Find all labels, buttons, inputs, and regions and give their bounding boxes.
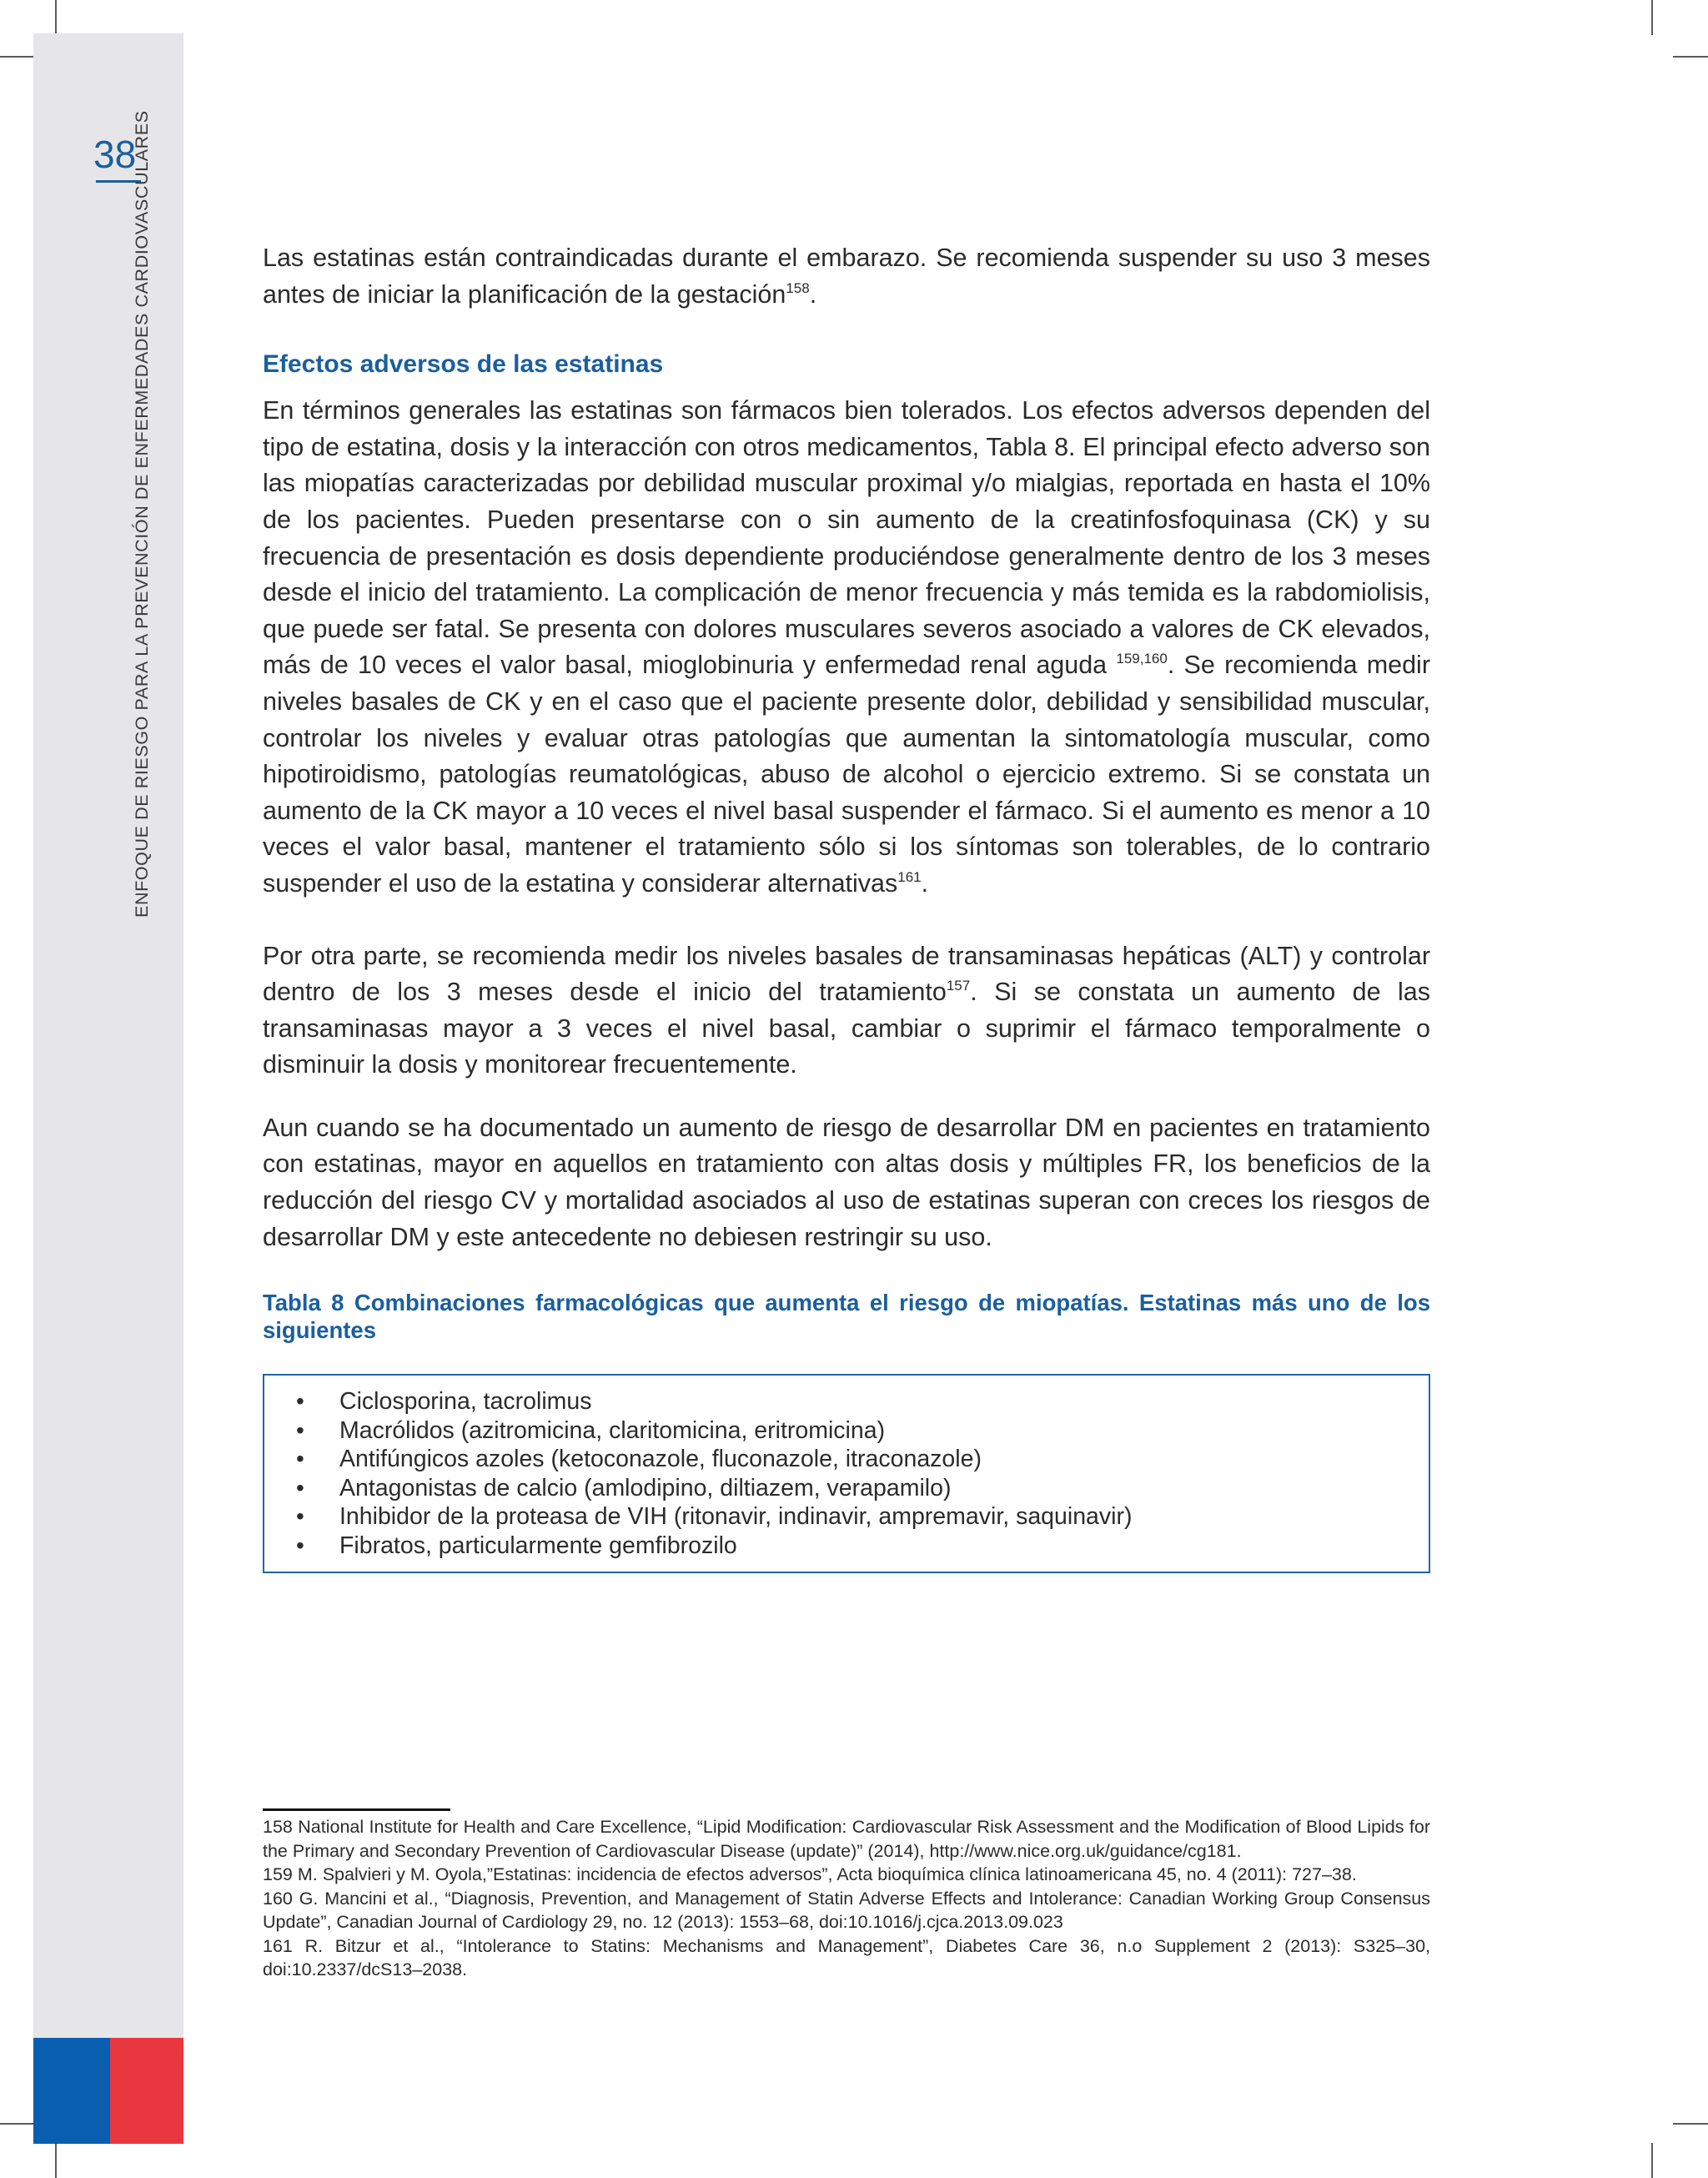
list-item: • Inhibidor de la proteasa de VIH (ritonavir, indinavir, ampremavir, saquinavir) bbox=[296, 1503, 1133, 1531]
running-head: ENFOQUE DE RIESGO PARA LA PREVENCIÓN DE ENFERMEDADES CARDIOVASCULARES bbox=[132, 110, 152, 918]
footnote-ref: 157 bbox=[946, 978, 971, 994]
list-item: • Fibratos, particularmente gemfibrozilo bbox=[296, 1532, 737, 1559]
crop-mark bbox=[0, 56, 35, 58]
page-sidebar bbox=[33, 33, 183, 2144]
paragraph-adverse-effects: En términos generales las estatinas son fármacos bien tolerados. Los efectos adversos dependen del tipo de estatina, dosis y la interacción con otros medicamentos, Tabla 8. El principal efecto adverso son las miopatías caracterizadas por debilidad muscular proximal y/o mialgias, reportada en hasta el 10% de los pacientes. Pueden presentarse con o sin aumento de la creatinfosfoquinasa (CK) y su frecuencia de presentación es dosis dependiente produciéndose generalmente dentro de los 3 meses desde el inicio del tratamiento. La complicación de menor frecuencia y más temida es la rabdomiolisis, que puede ser fatal. Se presenta con dolores musculares severos asociado a valores de CK elevados, más de 10 veces el valor basal, mioglobinuria y enfermedad renal aguda $^{159,160}$. Se recomienda medir niveles basales de CK y en el caso que el paciente presente dolor, debilidad y sensibilidad muscular, controlar los niveles y evaluar otras patologías que aumentan la sintomatología muscular, como hipotiroidismo, patologías reumatológicas, abuso de alcohol o ejercicio extremo. Si se constata un aumento de la CK mayor a 10 veces el nivel basal suspender el fármaco. Si el aumento es menor a 10 veces el valor basal, mantener el tratamiento sólo si los síntomas son tolerables, de lo contrario suspender el uso de la estatina y considerar alternativas$^{161}$. bbox=[263, 396, 1430, 898]
crop-mark bbox=[55, 0, 57, 35]
page-number: 38 bbox=[93, 133, 137, 176]
list-item: • Macrólidos (azitromicina, claritomicina, eritromicina) bbox=[296, 1416, 886, 1444]
crop-mark bbox=[1673, 2123, 1708, 2125]
footnote-159: 159 M. Spalvieri y M. Oyola,”Estatinas: incidencia de efectos adversos”, Acta bioquímica clínica latinoamericana 45, no. 4 (2011): 727–38. bbox=[263, 1864, 1357, 1884]
flag-red-block bbox=[110, 2038, 183, 2144]
footnote-separator bbox=[263, 1808, 450, 1811]
list-item: • Ciclosporina, tacrolimus bbox=[296, 1388, 592, 1416]
crop-mark bbox=[55, 2143, 57, 2178]
bullet-icon: • bbox=[296, 1532, 304, 1558]
table-title: Tabla 8 Combinaciones farmacológicas que aumenta el riesgo de miopatías. Estatinas más uno de los siguientes bbox=[263, 1290, 1430, 1344]
crop-mark bbox=[1651, 2143, 1653, 2178]
flag-blue-block bbox=[33, 2038, 110, 2144]
footnote-158: 158 National Institute for Health and Care Excellence, “Lipid Modification: Cardiovascular Risk Assessment and the Modification of Blood Lipids for the Primary and Secondary Prevention of Cardiovascular Disease (update)” (2014), http://www.nice.org.uk/guidance/cg181. bbox=[263, 1817, 1430, 1861]
footnotes bbox=[263, 1815, 1430, 1982]
bullet-icon: • bbox=[296, 1416, 304, 1443]
crop-mark bbox=[1673, 56, 1708, 58]
list-item: • Antifúngicos azoles (ketoconazole, fluconazole, itraconazole) bbox=[296, 1446, 982, 1473]
drug-list bbox=[281, 1387, 1412, 1560]
crop-mark bbox=[1651, 0, 1653, 35]
list-item: • Antagonistas de calcio (amlodipino, diltiazem, verapamilo) bbox=[296, 1474, 952, 1501]
bullet-icon: • bbox=[296, 1474, 304, 1501]
table-8-box bbox=[263, 1374, 1430, 1573]
bullet-icon: • bbox=[296, 1446, 304, 1472]
bullet-icon: • bbox=[296, 1388, 304, 1415]
paragraph-diabetes: Aun cuando se ha documentado un aumento de riesgo de desarrollar DM en pacientes en tratamiento con estatinas, mayor en aquellos en tratamiento con altas dosis y múltiples FR, los beneficios de la reducción del riesgo CV y mortalidad asociados al uso de estatinas superan con creces los riesgos de desarrollar DM y este antecedente no debiesen restringir su uso. bbox=[263, 1113, 1430, 1251]
footnote-160: 160 G. Mancini et al., “Diagnosis, Prevention, and Management of Statin Adverse Effects and Intolerance: Canadian Working Group Consensus Update”, Canadian Journal of Cardiology 29, no. 12 (2013): 1553–68, doi:10.1016/j.cjca.2013.09.023 bbox=[263, 1888, 1430, 1932]
main-content bbox=[263, 240, 1430, 1573]
section-heading: Efectos adversos de las estatinas bbox=[263, 350, 664, 379]
footnote-ref: 159,160 bbox=[1116, 651, 1168, 667]
paragraph-pregnancy: Las estatinas están contraindicadas durante el embarazo. Se recomienda suspender su uso 3 meses antes de iniciar la planificación de la gestación$^{158}$. bbox=[263, 244, 1430, 309]
crop-mark bbox=[0, 2123, 35, 2125]
paragraph-transaminases: Por otra parte, se recomienda medir los niveles basales de transaminasas hepáticas (ALT) y controlar dentro de los 3 meses desde el inicio del tratamiento$^{157}$. Si se constata un aumento de las transaminasas mayor a 3 veces el nivel basal, cambiar o suprimir el fármaco temporalmente o disminuir la dosis y monitorear frecuentemente. bbox=[263, 941, 1430, 1079]
footnote-ref: 158 bbox=[786, 279, 810, 296]
footnote-161: 161 R. Bitzur et al., “Intolerance to Statins: Mechanisms and Management”, Diabetes Care 36, n.o Supplement 2 (2013): S325–30, doi:10.2337/dcS13–2038. bbox=[263, 1935, 1430, 1979]
bullet-icon: • bbox=[296, 1503, 304, 1530]
footnote-ref: 161 bbox=[897, 868, 922, 885]
